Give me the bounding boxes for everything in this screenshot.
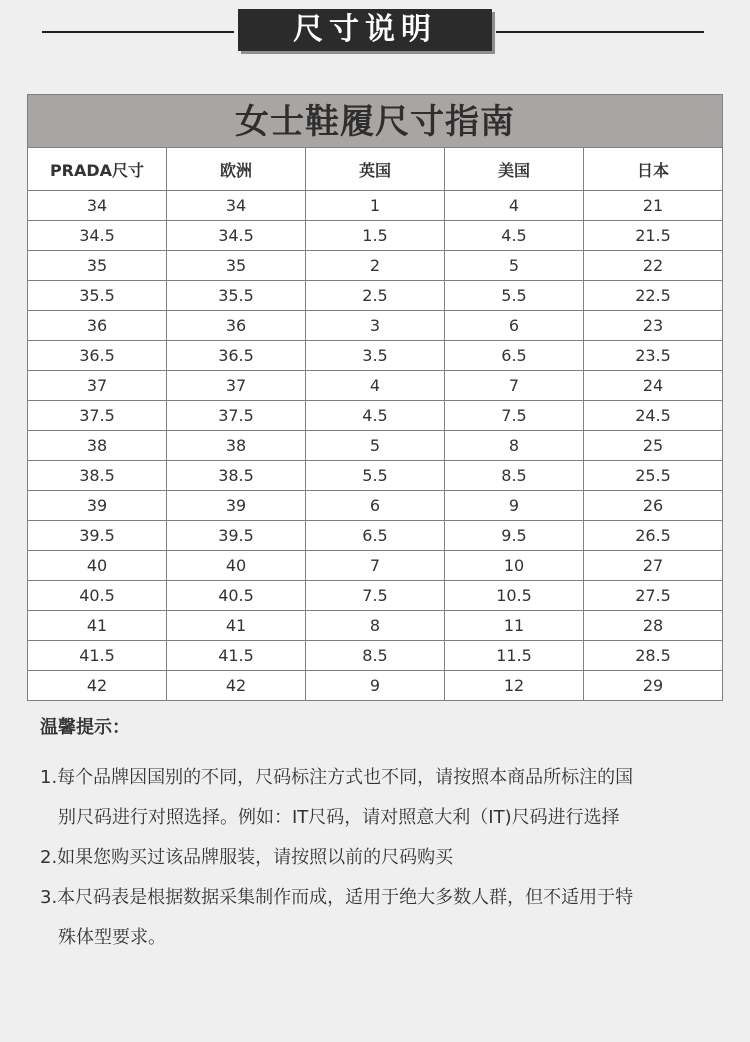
table-cell: 7.5	[445, 401, 584, 431]
tips-section	[40, 712, 720, 958]
table-cell: 34	[167, 191, 306, 221]
table-cell: 6.5	[306, 521, 445, 551]
table-cell: 28.5	[584, 641, 723, 671]
table-cell: 25.5	[584, 461, 723, 491]
table-row	[28, 611, 723, 641]
table-cell: 38.5	[28, 461, 167, 491]
table-cell: 6	[306, 491, 445, 521]
table-cell: 39.5	[167, 521, 306, 551]
table-cell: 34.5	[28, 221, 167, 251]
table-cell: 40.5	[28, 581, 167, 611]
tips-title: 温馨提示：	[40, 717, 130, 738]
tip-line-3-cont: 殊体型要求。	[58, 927, 166, 948]
table-cell: 39	[28, 491, 167, 521]
table-cell: 40	[28, 551, 167, 581]
table-cell: 42	[167, 671, 306, 701]
table-row	[28, 371, 723, 401]
table-cell: 9	[445, 491, 584, 521]
table-cell: 27	[584, 551, 723, 581]
table-cell: 41.5	[167, 641, 306, 671]
table-cell: 7.5	[306, 581, 445, 611]
table-cell: 38	[167, 431, 306, 461]
table-cell: 8.5	[445, 461, 584, 491]
table-cell: 7	[445, 371, 584, 401]
table-cell: 26	[584, 491, 723, 521]
table-cell: 28	[584, 611, 723, 641]
table-cell: 38	[28, 431, 167, 461]
table-cell: 11	[445, 611, 584, 641]
section-title: 尺寸说明	[238, 9, 492, 51]
table-row	[28, 491, 723, 521]
table-cell: 36.5	[28, 341, 167, 371]
tip-line-2: 2.如果您购买过该品牌服装，请按照以前的尺码购买	[40, 847, 454, 868]
table-cell: 37.5	[28, 401, 167, 431]
size-guide-table-wrap	[27, 94, 723, 701]
table-cell: 8.5	[306, 641, 445, 671]
table-row	[28, 521, 723, 551]
table-cell: 41	[28, 611, 167, 641]
table-cell: 9	[306, 671, 445, 701]
column-header-prada: PRADA尺寸	[28, 148, 167, 191]
table-cell: 22.5	[584, 281, 723, 311]
header-left-rule	[42, 31, 234, 33]
table-cell: 35.5	[167, 281, 306, 311]
table-cell: 7	[306, 551, 445, 581]
column-header-us: 美国	[445, 148, 584, 191]
table-cell: 24	[584, 371, 723, 401]
table-cell: 37	[167, 371, 306, 401]
table-cell: 29	[584, 671, 723, 701]
table-row	[28, 221, 723, 251]
table-cell: 21	[584, 191, 723, 221]
table-row	[28, 191, 723, 221]
column-header-uk: 英国	[306, 148, 445, 191]
table-cell: 6	[445, 311, 584, 341]
table-cell: 5.5	[306, 461, 445, 491]
table-cell: 34.5	[167, 221, 306, 251]
table-cell: 41.5	[28, 641, 167, 671]
column-header-jp: 日本	[584, 148, 723, 191]
table-cell: 35.5	[28, 281, 167, 311]
table-cell: 6.5	[445, 341, 584, 371]
table-cell: 5	[306, 431, 445, 461]
table-cell: 5	[445, 251, 584, 281]
table-cell: 23.5	[584, 341, 723, 371]
table-row	[28, 311, 723, 341]
table-cell: 35	[28, 251, 167, 281]
table-row	[28, 641, 723, 671]
table-cell: 38.5	[167, 461, 306, 491]
table-cell: 36	[167, 311, 306, 341]
table-cell: 2.5	[306, 281, 445, 311]
table-cell: 36.5	[167, 341, 306, 371]
table-cell: 27.5	[584, 581, 723, 611]
table-cell: 4	[445, 191, 584, 221]
table-cell: 42	[28, 671, 167, 701]
table-cell: 41	[167, 611, 306, 641]
table-row	[28, 251, 723, 281]
table-cell: 40	[167, 551, 306, 581]
table-cell: 22	[584, 251, 723, 281]
tip-line-1: 1.每个品牌因国别的不同，尺码标注方式也不同，请按照本商品所标注的国	[40, 767, 634, 788]
table-row	[28, 581, 723, 611]
table-cell: 9.5	[445, 521, 584, 551]
table-cell: 34	[28, 191, 167, 221]
table-cell: 37.5	[167, 401, 306, 431]
table-header-row	[28, 148, 723, 191]
size-guide-title: 女士鞋履尺寸指南	[27, 94, 723, 147]
tip-line-3: 3.本尺码表是根据数据采集制作而成，适用于绝大多数人群，但不适用于特	[40, 887, 634, 908]
table-cell: 36	[28, 311, 167, 341]
table-cell: 26.5	[584, 521, 723, 551]
table-cell: 3	[306, 311, 445, 341]
table-cell: 12	[445, 671, 584, 701]
table-cell: 39	[167, 491, 306, 521]
table-cell: 24.5	[584, 401, 723, 431]
section-header	[0, 0, 750, 60]
table-cell: 3.5	[306, 341, 445, 371]
table-cell: 4	[306, 371, 445, 401]
table-cell: 8	[306, 611, 445, 641]
table-cell: 1	[306, 191, 445, 221]
table-cell: 5.5	[445, 281, 584, 311]
table-cell: 35	[167, 251, 306, 281]
table-cell: 11.5	[445, 641, 584, 671]
table-row	[28, 461, 723, 491]
column-header-eu: 欧洲	[167, 148, 306, 191]
table-cell: 39.5	[28, 521, 167, 551]
table-cell: 4.5	[306, 401, 445, 431]
table-cell: 21.5	[584, 221, 723, 251]
table-cell: 37	[28, 371, 167, 401]
size-guide-table	[27, 147, 723, 701]
table-cell: 1.5	[306, 221, 445, 251]
table-cell: 4.5	[445, 221, 584, 251]
header-right-rule	[496, 31, 704, 33]
table-row	[28, 281, 723, 311]
table-cell: 40.5	[167, 581, 306, 611]
table-cell: 8	[445, 431, 584, 461]
table-cell: 10.5	[445, 581, 584, 611]
table-cell: 23	[584, 311, 723, 341]
tip-line-1-cont: 别尺码进行对照选择。例如：IT尺码，请对照意大利（IT)尺码进行选择	[58, 807, 620, 828]
table-row	[28, 671, 723, 701]
table-cell: 10	[445, 551, 584, 581]
table-row	[28, 401, 723, 431]
table-row	[28, 341, 723, 371]
table-cell: 25	[584, 431, 723, 461]
table-row	[28, 431, 723, 461]
table-cell: 2	[306, 251, 445, 281]
table-row	[28, 551, 723, 581]
